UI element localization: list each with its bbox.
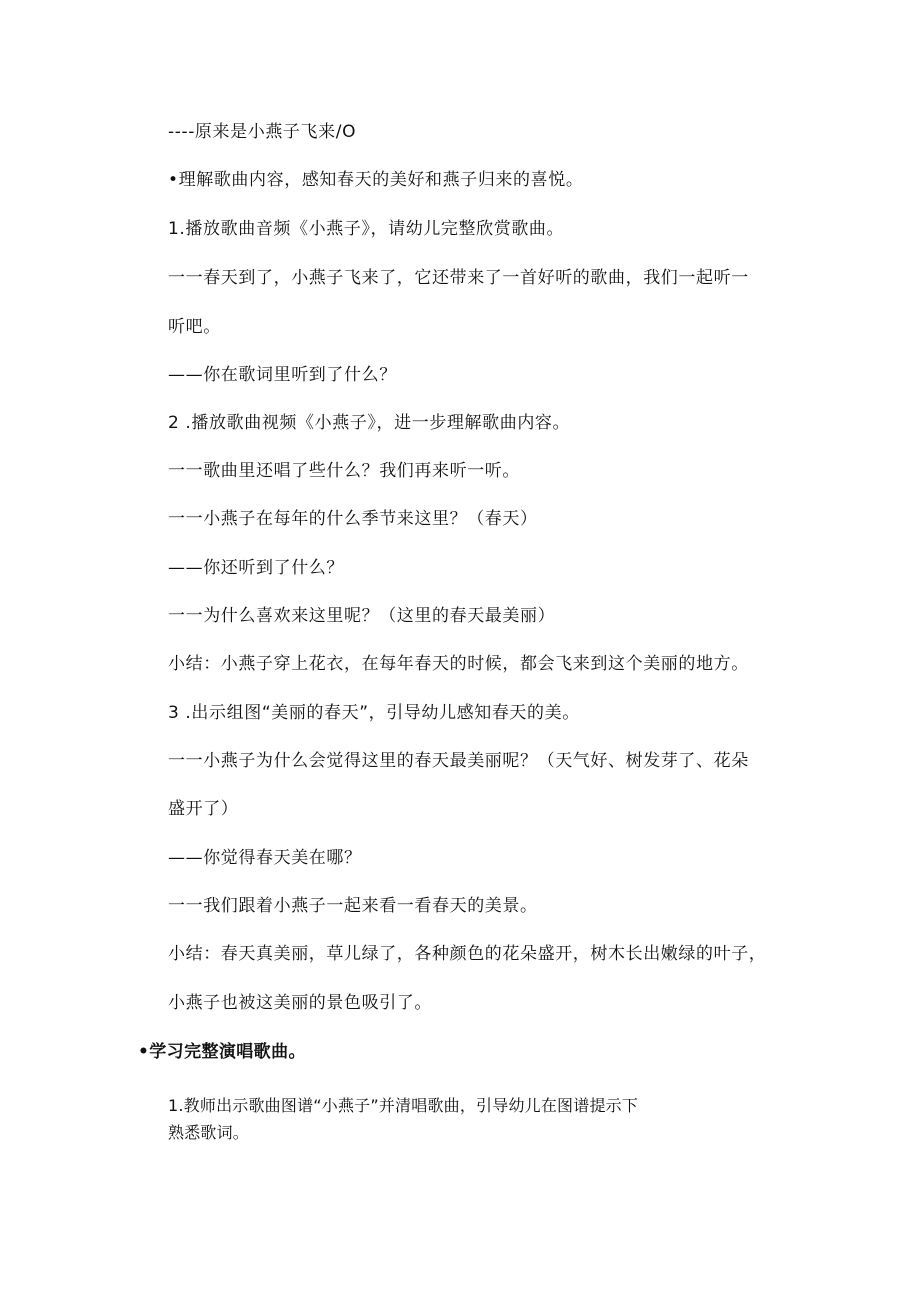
text-line-19: 熟悉歌词。: [168, 1123, 250, 1142]
text-line-16: 一一我们跟着小燕子一起来看一看春天的美景。: [168, 896, 538, 916]
text-line-1: ----原来是小燕子飞来/O: [168, 122, 357, 142]
text-line-3: 1.播放歌曲音频《小燕子》，请幼儿完整欣赏歌曲。: [168, 219, 565, 239]
text-line-6: ——你在歌词里听到了什么？: [168, 365, 397, 385]
summary-line-2: 小结：春天真美丽，草儿绿了，各种颜色的花朵盛开，树木长出嫩绿的叶子，: [168, 944, 767, 964]
text-line-2: •理解歌曲内容，感知春天的美好和燕子归来的喜悦。: [168, 170, 584, 190]
text-line-15: ——你觉得春天美在哪？: [168, 848, 362, 868]
text-line-11: 一一为什么喜欢来这里呢？（这里的春天最美丽）: [168, 606, 556, 626]
text-line-8: 一一歌曲里还唱了些什么？我们再来听一听。: [168, 461, 520, 481]
section-heading: •学习完整演唱歌曲。: [138, 1042, 306, 1062]
text-line-17: 小燕子也被这美丽的景色吸引了。: [168, 993, 432, 1013]
text-line-10: ——你还听到了什么？: [168, 558, 344, 578]
text-line-14: 盛开了）: [168, 799, 239, 819]
text-line-7: 2 .播放歌曲视频《小燕子》，进一步理解歌曲内容。: [168, 413, 571, 433]
text-line-13: 一一小燕子为什么会觉得这里的春天最美丽呢？（天气好、树发芽了、花朵: [168, 751, 749, 771]
summary-line-1: 小结：小燕子穿上花衣，在每年春天的时候，都会飞来到这个美丽的地方。: [168, 654, 749, 674]
text-line-9: 一一小燕子在每年的什么季节来这里？（春天）: [168, 509, 538, 529]
text-line-4: 一一春天到了，小燕子飞来了，它还带来了一首好听的歌曲，我们一起听一: [168, 268, 749, 288]
text-line-5: 听吧。: [168, 317, 221, 337]
text-line-12: 3 .出示组图“美丽的春天”，引导幼儿感知春天的美。: [168, 703, 580, 723]
text-line-18: 1.教师出示歌曲图谱“小燕子”并清唱歌曲，引导幼儿在图谱提示下: [168, 1096, 639, 1115]
